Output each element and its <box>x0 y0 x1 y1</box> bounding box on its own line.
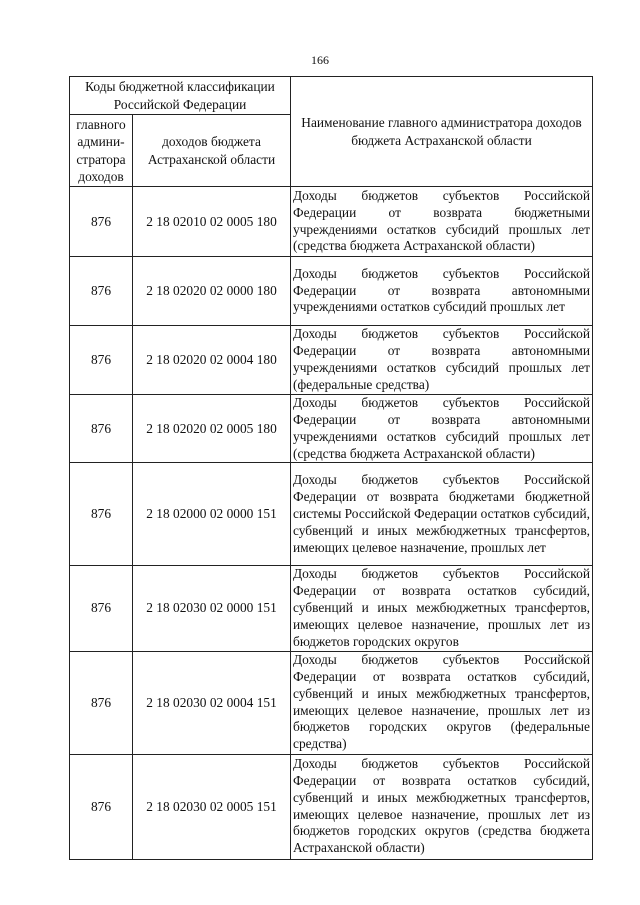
description-cell: Доходы бюджетов субъектов Российской Федерации от возврата бюджетными учреждениями остатков субсидий прошлых лет (средства бюджета Астраханской области) <box>291 187 593 257</box>
header-row <box>70 77 593 115</box>
admin-code-cell: 876 <box>70 566 133 651</box>
budget-code-cell: 2 18 02020 02 0000 180 <box>133 257 291 326</box>
admin-code-header: главного админи-стратора доходов <box>70 115 133 187</box>
table-row <box>70 187 593 257</box>
budget-classification-table <box>69 76 593 860</box>
budget-code-cell: 2 18 02020 02 0005 180 <box>133 395 291 463</box>
description-cell: Доходы бюджетов субъектов Российской Федерации от возврата автономными учреждениями остатков субсидий прошлых лет (средства бюджета Астраханской области) <box>291 395 593 463</box>
admin-code-cell: 876 <box>70 257 133 326</box>
admin-code-cell: 876 <box>70 463 133 566</box>
table-row <box>70 463 593 566</box>
description-cell: Доходы бюджетов субъектов Российской Федерации от возврата автономными учреждениями остатков субсидий прошлых лет <box>291 257 593 326</box>
codes-header: Коды бюджетной классификации Российской Федерации <box>70 77 291 115</box>
budget-code-cell: 2 18 02030 02 0004 151 <box>133 651 291 754</box>
description-cell: Доходы бюджетов субъектов Российской Федерации от возврата остатков субсидий, субвенций и иных межбюджетных трансфертов, имеющих целевое назначение, прошлых лет из бюджетов городских округов (федеральные средства) <box>291 651 593 754</box>
table-row <box>70 257 593 326</box>
table-row <box>70 651 593 754</box>
description-cell: Доходы бюджетов субъектов Российской Федерации от возврата остатков субсидий, субвенций и иных межбюджетных трансфертов, имеющих целевое назначение, прошлых лет из бюджетов городских округов <box>291 566 593 651</box>
description-cell: Доходы бюджетов субъектов Российской Федерации от возврата бюджетами бюджетной системы Российской Федерации остатков субсидий, субвенций и иных межбюджетных трансфертов, имеющих целевое назначение, прошлых лет <box>291 463 593 566</box>
budget-code-cell: 2 18 02030 02 0000 151 <box>133 566 291 651</box>
page-number: 166 <box>311 53 329 67</box>
table-row <box>70 395 593 463</box>
table-row <box>70 754 593 859</box>
income-code-header: доходов бюджета Астраханской области <box>133 115 291 187</box>
table-row <box>70 566 593 651</box>
administrator-name-header: Наименование главного администратора доходов бюджета Астраханской области <box>291 77 593 187</box>
budget-code-cell: 2 18 02000 02 0000 151 <box>133 463 291 566</box>
admin-code-cell: 876 <box>70 754 133 859</box>
budget-code-cell: 2 18 02020 02 0004 180 <box>133 326 291 395</box>
budget-code-cell: 2 18 02010 02 0005 180 <box>133 187 291 257</box>
budget-code-cell: 2 18 02030 02 0005 151 <box>133 754 291 859</box>
admin-code-cell: 876 <box>70 187 133 257</box>
description-cell: Доходы бюджетов субъектов Российской Федерации от возврата автономными учреждениями остатков субсидий прошлых лет (федеральные средства) <box>291 326 593 395</box>
description-cell: Доходы бюджетов субъектов Российской Федерации от возврата остатков субсидий, субвенций и иных межбюджетных трансфертов, имеющих целевое назначение, прошлых лет из бюджетов городских округов (средства бюджета Астраханской области) <box>291 754 593 859</box>
admin-code-cell: 876 <box>70 326 133 395</box>
admin-code-cell: 876 <box>70 395 133 463</box>
table-row <box>70 326 593 395</box>
admin-code-cell: 876 <box>70 651 133 754</box>
